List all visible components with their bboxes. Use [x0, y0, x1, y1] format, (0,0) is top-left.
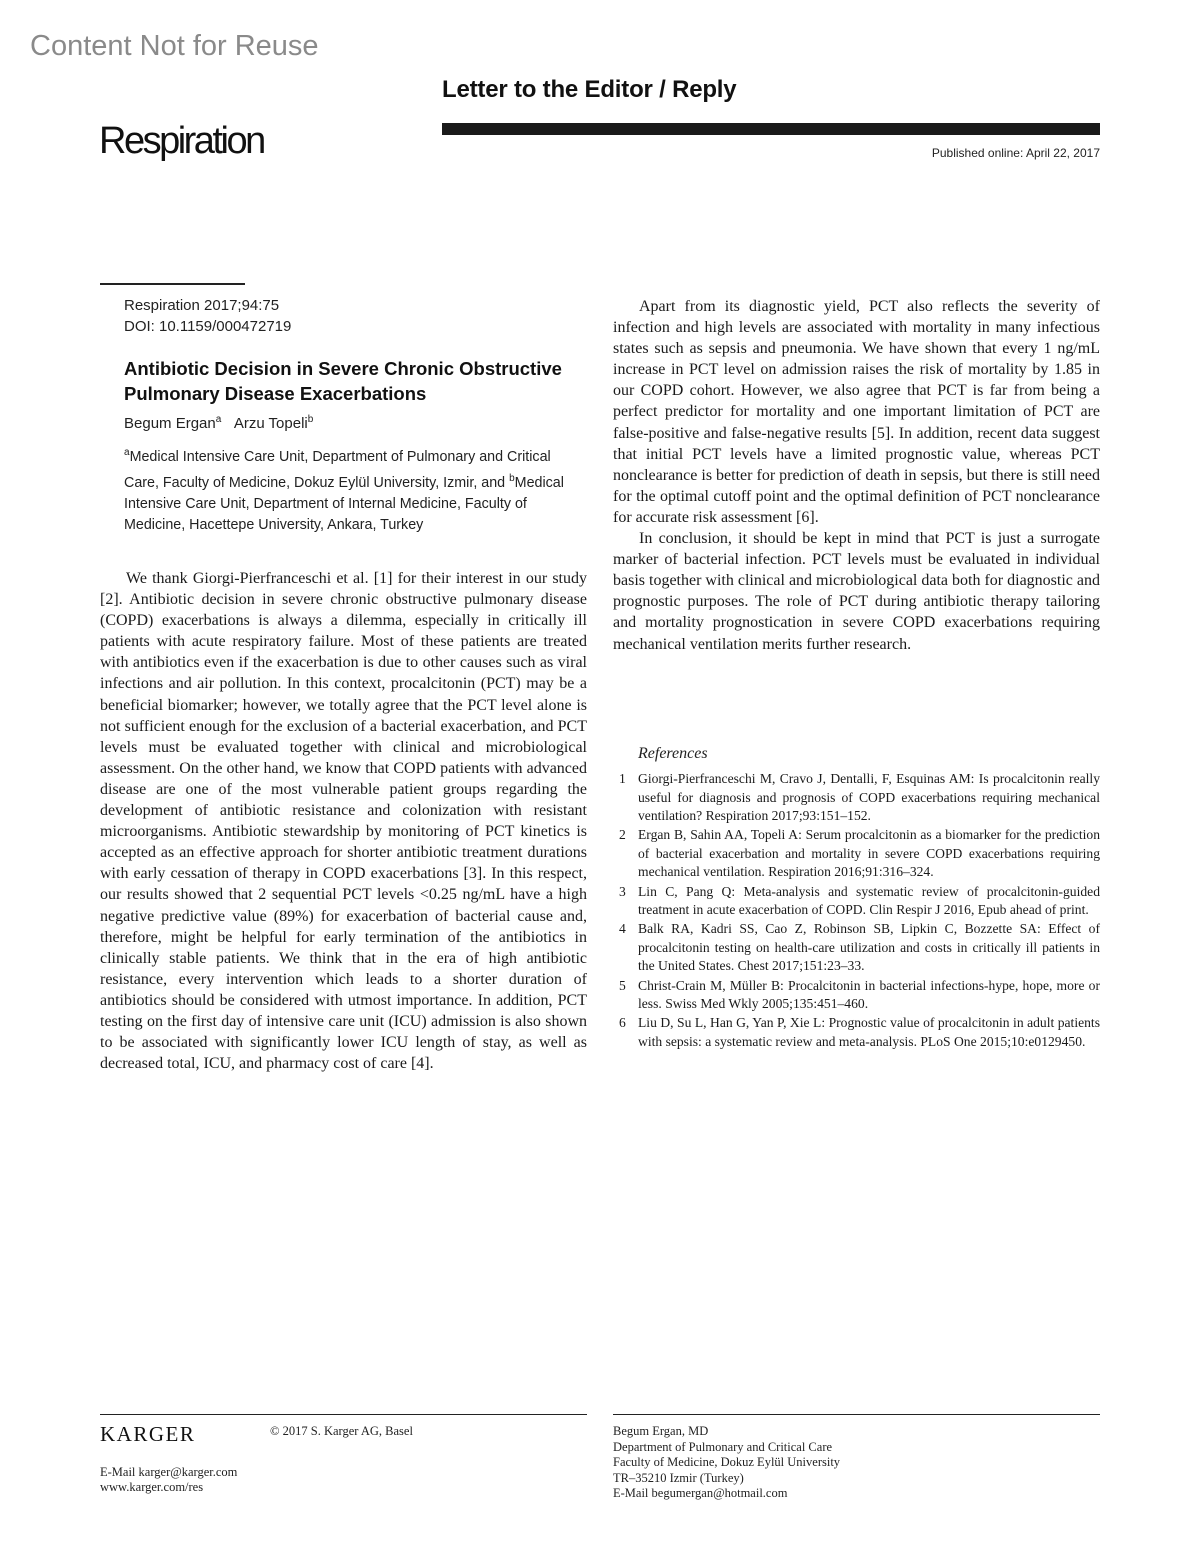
- correspondence-department: Department of Pulmonary and Critical Care: [613, 1439, 833, 1454]
- correspondence-city: TR–35210 Izmir (Turkey): [613, 1470, 744, 1485]
- footer-rule-left: [100, 1414, 587, 1415]
- reference-item: [613, 920, 1100, 976]
- journal-logo: Respiration: [99, 120, 264, 162]
- section-heading: Letter to the Editor / Reply: [442, 76, 737, 103]
- reference-number: 2: [619, 827, 626, 843]
- author-affiliation-marker: a: [215, 414, 222, 425]
- author-affiliations: [124, 442, 584, 536]
- affiliation-text: Medical Intensive Care Unit, Department of Pulmonary and Critical Care, Faculty of Medicine, Dokuz Eylül University, Izmir, and: [124, 448, 551, 491]
- references-heading: References: [638, 745, 708, 762]
- body-column-left: [100, 568, 587, 1074]
- reference-text: Liu D, Su L, Han G, Yan P, Xie L: Prognostic value of procalcitonin in adult patients with sepsis: a systematic review and meta-analysis. PLoS One 2015;10:e0129450.: [638, 1015, 1100, 1049]
- publisher-website[interactable]: www.karger.com/res: [100, 1480, 204, 1494]
- reference-number: 5: [619, 977, 626, 993]
- body-column-right: [613, 296, 1100, 655]
- affiliation-marker: a: [124, 447, 130, 458]
- reference-item: [613, 770, 1100, 826]
- citation-rule: [100, 283, 245, 285]
- correspondence-name: Begum Ergan, MD: [613, 1424, 709, 1438]
- header-rule: [442, 123, 1100, 135]
- article-title: Antibiotic Decision in Severe Chronic Obstructive Pulmonary Disease Exacerbations: [124, 358, 562, 404]
- correspondence-address: [613, 1424, 840, 1502]
- publisher-contact: [100, 1465, 237, 1495]
- reference-item: [613, 883, 1100, 920]
- reference-text: Lin C, Pang Q: Meta-analysis and systematic review of procalcitonin-guided treatment in acute exacerbation of COPD. Clin Respir J 2016, Epub ahead of print.: [638, 883, 1100, 918]
- publisher-logo: KARGER: [100, 1422, 196, 1446]
- affiliation-text: Medical Intensive Care Unit, Department of Internal Medicine, Faculty of Medicine, Hacettepe University, Ankara, Turkey: [124, 474, 564, 533]
- publisher-email[interactable]: E-Mail karger@karger.com: [100, 1465, 238, 1479]
- citation-doi[interactable]: DOI: 10.1159/000472719: [124, 318, 292, 335]
- correspondence-faculty: Faculty of Medicine, Dokuz Eylül University: [613, 1455, 841, 1469]
- reference-text: Giorgi-Pierfranceschi M, Cravo J, Dentalli, F, Esquinas AM: Is procalcitonin really useful for diagnosis and prognosis of COPD exacerbations requiring mechanical ventilation? Respiration 2017;93:151–152.: [638, 771, 1100, 824]
- reference-number: 4: [619, 921, 626, 937]
- published-online-date: Published online: April 22, 2017: [931, 146, 1100, 160]
- footer-rule-right: [613, 1414, 1100, 1415]
- watermark-text: Content Not for Reuse: [30, 30, 319, 62]
- author-name: Arzu Topeli: [233, 415, 308, 432]
- body-paragraph: In conclusion, it should be kept in mind that PCT is just a surrogate marker of bacterial infection. PCT levels must be evaluated in individual basis together with clinical and microbiological data both for diagnostic and prognostic purposes. The role of PCT during antibiotic therapy tailoring and mortality prognostication in severe COPD exacerbations requiring mechanical ventilation merits further research.: [613, 530, 1100, 653]
- reference-text: Christ-Crain M, Müller B: Procalcitonin in bacterial infections-hype, hope, more or less. Swiss Med Wkly 2005;135:451–460.: [638, 977, 1100, 1012]
- reference-number: 6: [619, 1015, 626, 1031]
- reference-number: 1: [619, 771, 626, 786]
- references-list: [613, 770, 1100, 1052]
- reference-number: 3: [619, 883, 626, 899]
- reference-item: [613, 826, 1100, 882]
- author-affiliation-marker: b: [307, 414, 314, 425]
- reference-text: Balk RA, Kadri SS, Cao Z, Robinson SB, Lipkin C, Bozzette SA: Effect of procalcitonin testing on health-care utilization and costs in critically ill patients in the United States. Chest 2017;151:23–33.: [638, 921, 1100, 974]
- author-list: [124, 414, 313, 432]
- affiliation-marker: b: [509, 472, 515, 484]
- reference-item: [613, 1014, 1100, 1051]
- body-paragraph: Apart from its diagnostic yield, PCT also reflects the severity of infection and high levels are associated with mortality in many infectious states such as sepsis and pneumonia. We have shown that every 1 ng/mL increase in PCT level on admission raises the risk of mortality by 1.85 in our COPD cohort. However, we also agree that PCT is far from being a perfect predictor for mortality and one important limitation of PCT are false-positive and false-negative results [5]. In addition, recent data suggest that initial PCT levels have a limited prognostic value, whereas PCT nonclearance is better for prediction of death in sepsis, but there is still need for the optimal cutoff point and the optimal definition of PCT nonclearance for accurate risk assessment [6].: [613, 298, 1100, 526]
- author-name: Begum Ergan: [124, 415, 216, 432]
- copyright-notice: © 2017 S. Karger AG, Basel: [270, 1424, 413, 1438]
- article-citation: [124, 295, 291, 337]
- reference-text: Ergan B, Sahin AA, Topeli A: Serum procalcitonin as a biomarker for the prediction of bacterial exacerbation and mortality in severe COPD exacerbations requiring mechanical ventilation. Respiration 2016;91:316–324.: [638, 827, 1100, 880]
- correspondence-email[interactable]: E-Mail begumergan@hotmail.com: [613, 1486, 788, 1500]
- reference-item: [613, 977, 1100, 1014]
- citation-journal: Respiration 2017;94:75: [124, 297, 280, 314]
- body-paragraph: We thank Giorgi-Pierfranceschi et al. [1] for their interest in our study [2]. Antibiotic decision in severe chronic obstructive pulmonary disease (COPD) exacerbations is always a dilemma, especially in critically ill patients with acute respiratory failure. Most of these patients are treated with antibiotics even if the exacerbation is due to other causes such as viral infections and air pollution. In this context, procalcitonin (PCT) may be a beneficial biomarker; however, we totally agree that the PCT level alone is not sufficient enough for the exclusion of a bacterial exacerbation, and PCT levels must be evaluated together with clinical and microbiological assessment. On the other hand, we know that COPD patients with advanced disease are one of the most vulnerable patient groups regarding the development of antibiotic resistance and colonization with resistant microorganisms. Antibiotic stewardship by monitoring of PCT kinetics is accepted as an effective approach for shorter antibiotic treatment durations with early cessation of therapy in COPD exacerbations [3]. In this respect, our results showed that 2 sequential PCT levels <0.25 ng/mL have a high negative predictive value (89%) for exacerbation of bacterial cause and, therefore, might be helpful for early termination of the antibiotics in clinically stable patients. We think that in the era of high antibiotic resistance, every intervention which leads to a shorter duration of antibiotics should be considered with utmost importance. In addition, PCT testing on the first day of intensive care unit (ICU) admission is also shown to be associated with significantly lower ICU length of stay, as well as decreased total, ICU, and pharmacy cost of care [4].: [100, 570, 587, 1073]
